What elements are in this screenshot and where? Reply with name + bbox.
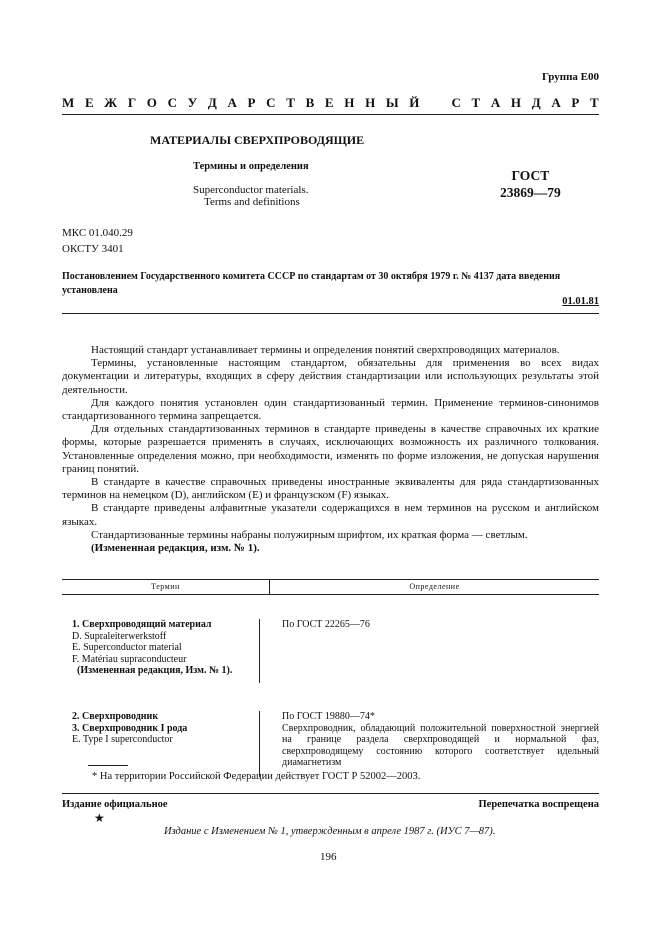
banner-letter: Е	[324, 95, 334, 110]
term-cell	[62, 619, 260, 683]
amendment-note: (Измененная редакция, изм. № 1).	[91, 542, 260, 555]
definition-cell: По ГОСТ 22265—76	[282, 619, 370, 630]
table-row	[62, 683, 599, 777]
standard-banner	[62, 95, 599, 111]
term-cell	[62, 711, 260, 777]
footer-rule	[62, 793, 599, 794]
term-english: E. Superconductor material	[72, 642, 182, 653]
introduction-date: 01.01.81	[562, 296, 599, 307]
banner-letter: А	[227, 95, 237, 110]
banner-letter: Ж	[104, 95, 118, 110]
table-row	[62, 595, 599, 683]
banner-letter: С	[451, 95, 461, 110]
table-header	[62, 579, 599, 595]
decree-text: Постановлением Государственного комитета СССР по стандартам от 30 октября 1979 г. № 4137 дата введения установлена	[62, 271, 561, 296]
decree-rule	[62, 313, 599, 314]
banner-letter: Д	[207, 95, 217, 110]
banner-letter: А	[551, 95, 561, 110]
banner-letter: Й	[409, 95, 420, 110]
banner-letter: Р	[247, 95, 256, 110]
english-title-line1: Superconductor materials.	[193, 184, 309, 196]
banner-letter: Ы	[385, 95, 399, 110]
classification-codes	[62, 225, 133, 257]
banner-letter: Д	[531, 95, 541, 110]
document-title: МАТЕРИАЛЫ СВЕРХПРОВОДЯЩИЕ	[150, 133, 365, 147]
body-text	[62, 344, 599, 555]
term-main: 2. Сверхпроводник	[72, 711, 159, 722]
term-main: 1. Сверхпроводящий материал	[72, 619, 212, 630]
footnote-rule	[88, 765, 128, 766]
definition-reference: По ГОСТ 19880—74*	[282, 711, 375, 722]
paragraph: В стандарте приведены алфавитные указатели содержащихся в нем терминов на русском и английском языках.	[62, 502, 599, 528]
banner-letter: Т	[471, 95, 481, 110]
definition-text: Сверхпроводник, обладающий положительной поверхностной энергией на границе раздела сверхпроводящей и нормальной фаз, сверхпроводящему состоянию которого соответствует идельный диамагнетизм	[282, 722, 599, 768]
term-amendment: (Измененная редакция, Изм. № 1).	[77, 665, 233, 676]
column-header-definition: Определение	[409, 582, 460, 591]
mks-code: МКС 01.040.29	[62, 227, 133, 239]
reprint-notice: Перепечатка воспрещена	[478, 799, 599, 810]
paragraph: Термины, установленные настоящим стандартом, обязательны для применения во всех видах документации и литературы, входящих в сферу действия стандартизации или использующих результаты этой деятельности.	[62, 357, 599, 396]
banner-letter: В	[305, 95, 315, 110]
banner-letter: У	[187, 95, 198, 110]
banner-letter: Н	[344, 95, 355, 110]
group-code: Группа Е00	[541, 71, 599, 83]
paragraph: Настоящий стандарт устанавливает термины и определения понятий сверхпроводящих материалов.	[91, 344, 560, 356]
banner-letter: А	[490, 95, 501, 110]
gost-designation	[500, 167, 561, 201]
paragraph: Для каждого понятия установлен один стандартизованный термин. Применение терминов-синонимов стандартизованного термина запрещается.	[62, 396, 599, 423]
term-french: F. Matériau supraconducteur	[72, 653, 187, 665]
banner-letter: Т	[590, 95, 599, 110]
term-english: E. Type I superconductor	[72, 734, 173, 745]
gost-number: 23869—79	[500, 185, 561, 200]
banner-letter: С	[167, 95, 177, 110]
paragraph: Для отдельных стандартизованных терминов в стандарте приведены в качестве справочных их краткие формы, которые разрешается применять в случаях, исключающих возможность их различного толкования. Установленные определения можно, при необходимости, изменять по форме изложения, не допуская нарушения границ понятий.	[62, 423, 599, 475]
gost-label: ГОСТ	[511, 168, 550, 183]
banner-letter: Е	[84, 95, 94, 110]
banner-rule	[62, 114, 599, 115]
changes-note: Издание с Изменением № 1, утвержденным в апреле 1987 г. (ИУС 7—87).	[164, 826, 496, 837]
footnote: * На территории Российской Федерации действует ГОСТ Р 52002—2003.	[92, 771, 421, 782]
english-title-line2: Terms and definitions	[204, 196, 300, 208]
terms-table	[62, 579, 599, 777]
okstu-code: ОКСТУ 3401	[62, 243, 124, 255]
banner-letter: М	[62, 95, 75, 110]
banner-letter: Н	[365, 95, 376, 110]
document-subtitle: Термины и определения	[193, 161, 309, 172]
banner-letter: Г	[127, 95, 137, 110]
star-icon: ★	[94, 811, 105, 825]
banner-letter: О	[146, 95, 157, 110]
paragraph: В стандарте в качестве справочных приведены иностранные эквиваленты для ряда стандартизованных терминов на немецком (D), английском (E) и французском (F) языках.	[62, 476, 599, 502]
banner-letter: Н	[510, 95, 522, 110]
banner-letter: Р	[571, 95, 580, 110]
column-header-term: Термин	[62, 580, 270, 594]
banner-letter: Т	[286, 95, 295, 110]
term-secondary: 3. Сверхпроводник I рода	[72, 722, 188, 734]
paragraph: Стандартизованные термины набраны полужирным шрифтом, их краткая форма — светлым.	[91, 528, 528, 541]
banner-letter: С	[266, 95, 276, 110]
official-edition: Издание официальное	[62, 799, 168, 810]
term-german: D. Supraleiterwerkstoff	[72, 630, 167, 642]
definition-cell	[260, 711, 599, 777]
page-number: 196	[320, 851, 337, 863]
